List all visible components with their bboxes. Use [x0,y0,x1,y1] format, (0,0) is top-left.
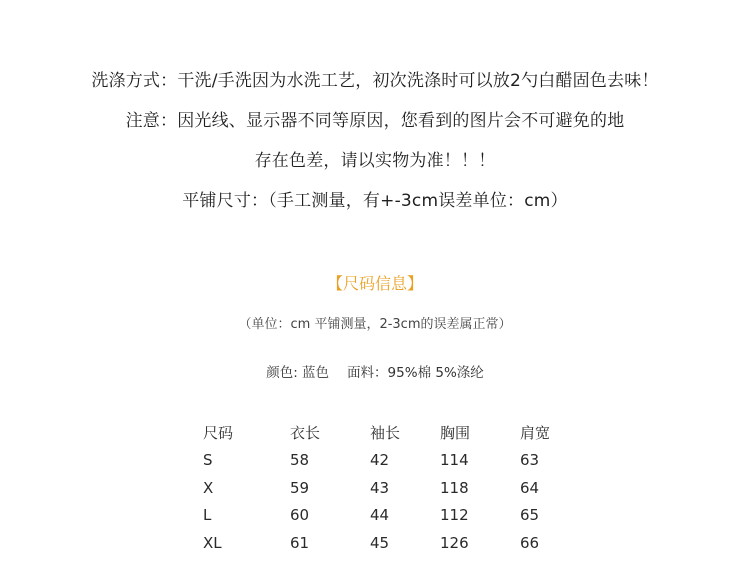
table-cell: 58 [290,451,310,470]
table-cell: 66 [520,533,540,552]
table-header-row [203,419,580,447]
table-cell: 126 [440,533,469,552]
table-cell: 45 [370,533,390,552]
table-cell: 63 [520,451,540,470]
color-label: 颜色: 蓝色 [266,365,330,381]
size-info-title: 【尺码信息】 [326,274,423,293]
table-cell: 114 [440,451,469,470]
table-cell: 59 [290,478,310,497]
header-shoulder: 肩宽 [520,424,551,443]
table-cell: 60 [290,506,310,525]
size-table [203,419,580,557]
table-cell: 65 [520,506,540,525]
table-row [203,447,580,475]
header-chest: 胸围 [440,424,471,443]
header-sleeve: 袖长 [370,424,401,443]
fabric-label: 面料：95%棉 5%涤纶 [347,365,484,381]
table-cell: 112 [440,506,469,525]
material-info [0,361,750,381]
table-cell: 64 [520,478,540,497]
size-unit-note: （单位：cm 平铺测量，2-3cm的误差属正常） [238,317,512,332]
table-cell: 42 [370,451,390,470]
header-size: 尺码 [203,424,234,443]
flat-measurement-line: 平铺尺寸：（手工测量，有+-3cm误差单位：cm） [182,191,568,211]
table-cell: X [203,478,214,497]
table-row [203,502,580,530]
color-notice-line-continued: 存在色差，请以实物为准！！！ [254,151,496,171]
table-cell: 44 [370,506,390,525]
table-row [203,529,580,557]
table-cell: L [203,506,212,525]
table-cell: XL [203,533,222,552]
care-instructions-line: 洗涤方式：干洗/手洗因为水洗工艺，初次洗涤时可以放2勺白醋固色去味！ [91,71,659,91]
table-cell: 43 [370,478,390,497]
color-notice-line: 注意：因光线、显示器不同等原因，您看到的图片会不可避免的地 [125,111,625,131]
table-row [203,474,580,502]
header-length: 衣长 [290,424,321,443]
table-cell: 118 [440,478,469,497]
table-cell: 61 [290,533,310,552]
table-cell: S [203,451,213,470]
